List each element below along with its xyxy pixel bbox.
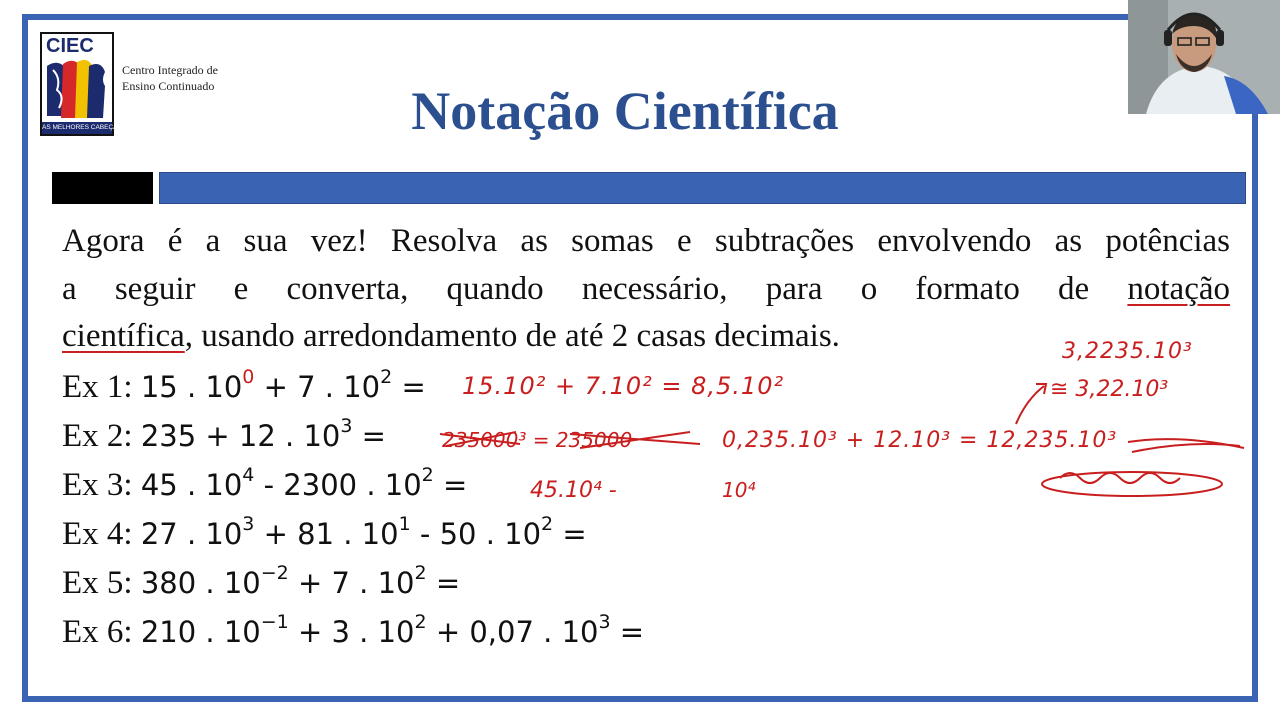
exercise-label: Ex 1: bbox=[62, 369, 133, 405]
underlined-term-notacao: notação bbox=[1127, 270, 1230, 307]
expr-exponent: 2 bbox=[421, 464, 434, 486]
exercise-expression bbox=[140, 513, 587, 551]
expr-exponent: −1 bbox=[260, 611, 289, 633]
expr-term: + 81 . 10 bbox=[254, 517, 399, 551]
exercise-expression bbox=[140, 415, 386, 453]
expr-term: 15 . 10 bbox=[140, 370, 243, 404]
expr-exponent: 0 bbox=[242, 366, 255, 388]
instructions-line2 bbox=[62, 266, 1230, 314]
instructions-line3-text: , usando arredondamento de até 2 casas decimais. bbox=[184, 318, 840, 354]
exercise-expression bbox=[140, 562, 461, 600]
expr-exponent: 3 bbox=[598, 611, 611, 633]
organization-name bbox=[122, 62, 262, 94]
expr-exponent: 3 bbox=[340, 415, 353, 437]
expr-term: 45 . 10 bbox=[140, 468, 243, 502]
exercise-label: Ex 2: bbox=[62, 418, 133, 454]
handwriting-ex2-mid: 0,235.10³ + 12.10³ = 12,235.10³ bbox=[722, 428, 1118, 453]
exercise-label: Ex 3: bbox=[62, 467, 133, 503]
expr-term: = bbox=[392, 370, 426, 404]
logo-slogan: AS MELHORES CABEÇAS bbox=[42, 122, 112, 134]
underlined-term-cientifica: científica bbox=[62, 318, 185, 354]
expr-term: 27 . 10 bbox=[140, 517, 243, 551]
exercise-6 bbox=[62, 608, 644, 657]
expr-term: + 7 . 10 bbox=[254, 370, 381, 404]
expr-term: + 0,07 . 10 bbox=[426, 615, 599, 649]
expr-term: + 7 . 10 bbox=[288, 566, 415, 600]
slide-title: Notação Científica bbox=[411, 81, 839, 141]
expr-exponent: 1 bbox=[398, 513, 411, 535]
exercise-5 bbox=[62, 559, 644, 608]
handwriting-side-approx: ≅ 3,22.10³ bbox=[1050, 377, 1169, 402]
instructions-line3 bbox=[62, 313, 1230, 361]
exercise-3 bbox=[62, 461, 644, 510]
exercise-label: Ex 6: bbox=[62, 614, 133, 650]
expr-term: = bbox=[553, 517, 587, 551]
presenter-video-icon bbox=[1128, 0, 1280, 114]
logo-text: CIEC bbox=[46, 35, 94, 57]
ciec-logo bbox=[40, 32, 122, 136]
expr-exponent: 3 bbox=[242, 513, 255, 535]
exercise-2 bbox=[62, 412, 644, 461]
exercise-label: Ex 4: bbox=[62, 516, 133, 552]
exercise-list bbox=[62, 363, 644, 657]
expr-exponent: −2 bbox=[260, 562, 289, 584]
exercise-expression bbox=[140, 611, 645, 649]
expr-term: 380 . 10 bbox=[140, 566, 261, 600]
org-name-line1: Centro Integrado de bbox=[122, 63, 218, 77]
instructions-line2-text: a seguir e converta, quando necessário, para o formato de bbox=[62, 270, 1128, 307]
handwriting-ex2-left: 235000³ = 235000 bbox=[442, 428, 633, 452]
handwriting-ex3-b: 10⁴ bbox=[722, 478, 756, 502]
decorative-black-bar bbox=[52, 172, 153, 204]
exercise-expression bbox=[140, 366, 426, 404]
expr-exponent: 2 bbox=[414, 611, 427, 633]
expr-exponent: 2 bbox=[414, 562, 427, 584]
exercise-label: Ex 5: bbox=[62, 565, 133, 601]
expr-term: - 50 . 10 bbox=[410, 517, 542, 551]
exercise-expression bbox=[140, 464, 468, 502]
exercise-1 bbox=[62, 363, 644, 412]
expr-exponent: 2 bbox=[380, 366, 393, 388]
decorative-blue-bar bbox=[159, 172, 1246, 204]
webcam-overlay bbox=[1128, 0, 1280, 114]
expr-exponent: 4 bbox=[242, 464, 255, 486]
handwriting-ex3: 45.10⁴ - bbox=[530, 478, 617, 503]
expr-term: 210 . 10 bbox=[140, 615, 261, 649]
handwriting-side-top: 3,2235.10³ bbox=[1062, 339, 1193, 364]
expr-term: = bbox=[426, 566, 461, 600]
expr-term: = bbox=[352, 419, 386, 453]
expr-term: 235 + 12 . 10 bbox=[140, 419, 341, 453]
instructions-line1: Agora é a sua vez! Resolva as somas e subtrações envolvendo as potências bbox=[62, 223, 1230, 259]
handwriting-ex1: 15.10² + 7.10² = 8,5.10² bbox=[462, 372, 785, 400]
expr-term: = bbox=[433, 468, 468, 502]
expr-term: = bbox=[610, 615, 645, 649]
org-name-line2: Ensino Continuado bbox=[122, 79, 215, 93]
exercise-4 bbox=[62, 510, 644, 559]
expr-term: - 2300 . 10 bbox=[254, 468, 422, 502]
instructions-paragraph bbox=[62, 218, 1230, 361]
expr-term: + 3 . 10 bbox=[288, 615, 415, 649]
expr-exponent: 2 bbox=[541, 513, 554, 535]
